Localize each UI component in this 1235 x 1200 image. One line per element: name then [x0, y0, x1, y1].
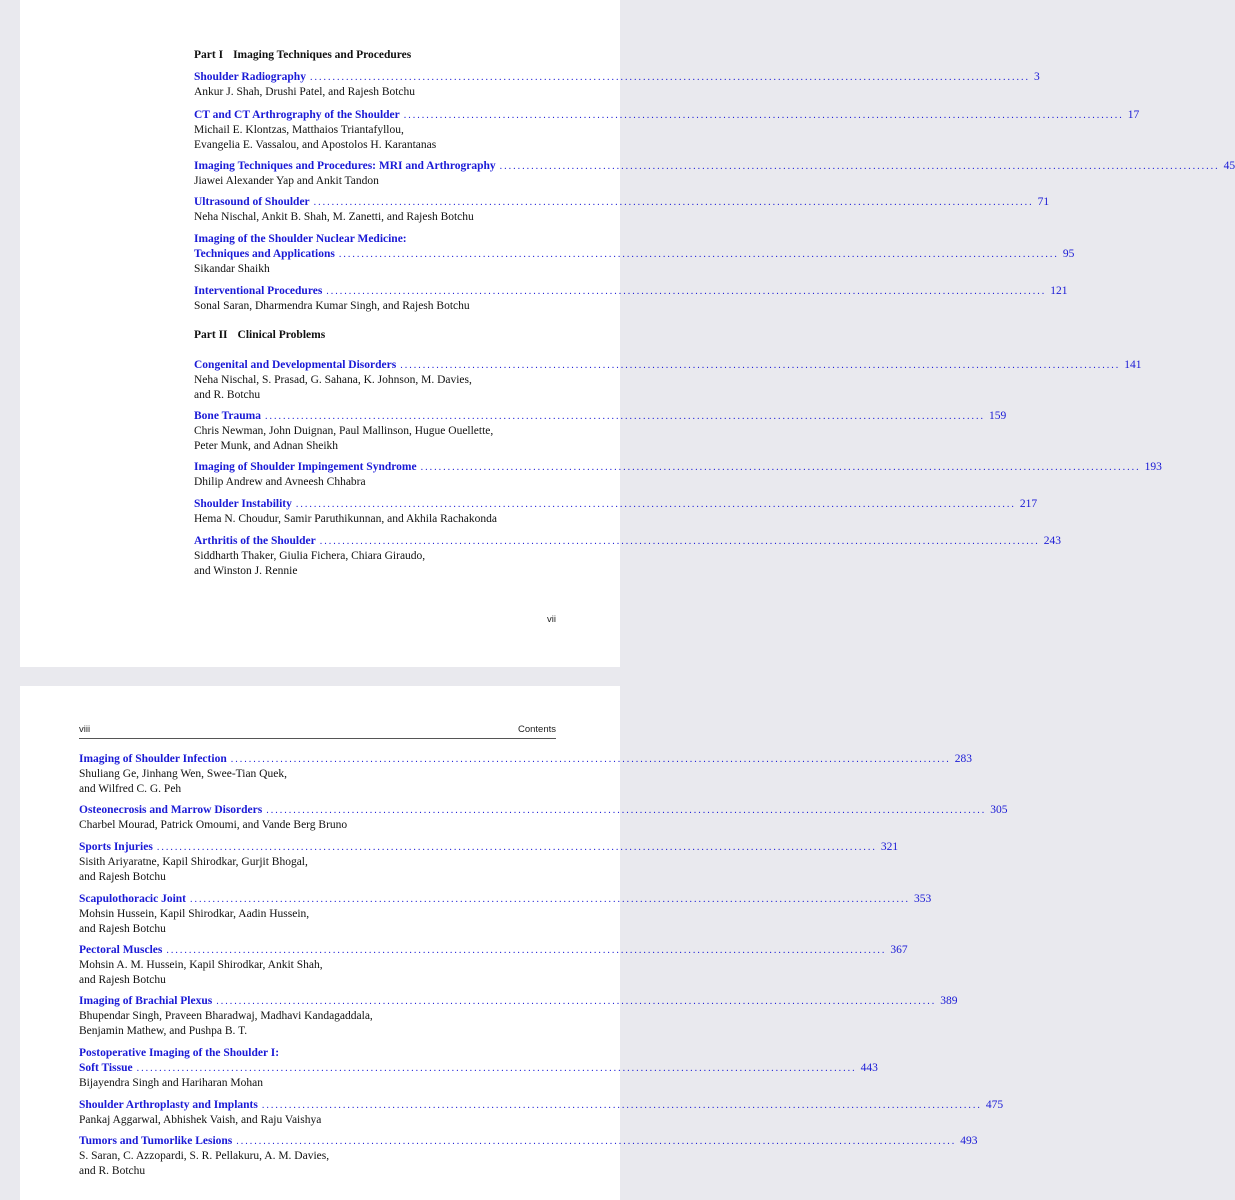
- leader-dots: ................................................................................................................................................................: [420, 462, 1141, 473]
- chapter-authors: and Rajesh Botchu: [79, 923, 166, 935]
- chapter-authors: and Rajesh Botchu: [79, 974, 166, 986]
- toc-entry[interactable]: [194, 159, 1235, 189]
- chapter-title[interactable]: Techniques and Applications: [194, 248, 335, 260]
- chapter-title[interactable]: Bone Trauma: [194, 410, 261, 422]
- chapter-title[interactable]: Tumors and Tumorlike Lesions: [79, 1135, 233, 1147]
- toc-entry[interactable]: [79, 1098, 1004, 1128]
- toc-entry[interactable]: [194, 108, 1140, 153]
- chapter-title[interactable]: Pectoral Muscles: [79, 944, 163, 956]
- leader-dots: ................................................................................................................................................................: [156, 842, 877, 853]
- chapter-authors: Benjamin Mathew, and Pushpa B. T.: [79, 1025, 248, 1037]
- chapter-title[interactable]: Scapulothoracic Joint: [79, 893, 187, 905]
- chapter-authors: Neha Nischal, S. Prasad, G. Sahana, K. Johnson, M. Davies,: [194, 374, 472, 386]
- toc-entry[interactable]: [194, 284, 1068, 314]
- part-title: Clinical Problems: [237, 329, 326, 341]
- part-number: Part II: [194, 329, 228, 341]
- leader-dots: ................................................................................................................................................................: [319, 536, 1040, 547]
- chapter-title[interactable]: Arthritis of the Shoulder: [194, 535, 316, 547]
- toc-entry[interactable]: [79, 994, 958, 1039]
- toc-entry[interactable]: [194, 409, 1007, 454]
- chapter-authors: Chris Newman, John Duignan, Paul Mallinson, Hugue Ouellette,: [194, 425, 494, 437]
- chapter-title[interactable]: Imaging of Brachial Plexus: [79, 995, 213, 1007]
- chapter-authors: Sonal Saran, Dharmendra Kumar Singh, and Rajesh Botchu: [194, 300, 470, 312]
- contents-page-vii: [20, 0, 1235, 667]
- chapter-authors: Charbel Mourad, Patrick Omoumi, and Vande Berg Bruno: [79, 819, 348, 831]
- page-number[interactable]: 493: [960, 1135, 978, 1147]
- page-number[interactable]: 389: [940, 995, 958, 1007]
- chapter-authors: and Rajesh Botchu: [79, 871, 166, 883]
- page-number[interactable]: 443: [860, 1062, 878, 1074]
- leader-dots: ................................................................................................................................................................: [295, 499, 1016, 510]
- leader-dots: ................................................................................................................................................................: [499, 161, 1220, 172]
- page-number[interactable]: 141: [1124, 359, 1142, 371]
- part-number: Part I: [194, 49, 224, 61]
- toc-entry[interactable]: [79, 892, 932, 937]
- page-number[interactable]: 3: [1033, 71, 1040, 83]
- leader-dots: ................................................................................................................................................................: [264, 411, 985, 422]
- page-number[interactable]: 305: [990, 804, 1008, 816]
- chapter-title[interactable]: Imaging Techniques and Procedures: MRI and Arthrography: [194, 160, 496, 172]
- leader-dots: ................................................................................................................................................................: [309, 72, 1030, 83]
- leader-dots: ................................................................................................................................................................: [230, 754, 951, 765]
- leader-dots: ................................................................................................................................................................: [136, 1063, 857, 1074]
- page-number[interactable]: 475: [985, 1099, 1004, 1111]
- chapter-authors: Mohsin Hussein, Kapil Shirodkar, Aadin Hussein,: [79, 908, 310, 920]
- chapter-authors: Michail E. Klontzas, Matthaios Triantafyllou,: [194, 124, 404, 136]
- chapter-authors: Shuliang Ge, Jinhang Wen, Swee-Tian Quek,: [79, 768, 287, 780]
- chapter-authors: Evangelia E. Vassalou, and Apostolos H. Karantanas: [194, 139, 437, 151]
- chapter-authors: and Winston J. Rennie: [194, 565, 298, 577]
- chapter-authors: Hema N. Choudur, Samir Paruthikunnan, and Akhila Rachakonda: [194, 513, 497, 525]
- chapter-authors: Ankur J. Shah, Drushi Patel, and Rajesh Botchu: [194, 86, 416, 98]
- toc-entry[interactable]: [194, 460, 1162, 490]
- header-rule: [79, 738, 556, 739]
- page-number[interactable]: 353: [914, 893, 932, 905]
- leader-dots: ................................................................................................................................................................: [166, 945, 887, 956]
- toc-entry[interactable]: [194, 195, 1050, 225]
- leader-dots: ................................................................................................................................................................: [326, 286, 1047, 297]
- toc-entry[interactable]: [79, 840, 899, 885]
- page-folio: vii: [547, 614, 556, 625]
- chapter-authors: and R. Botchu: [79, 1165, 146, 1177]
- chapter-authors: Neha Nischal, Ankit B. Shah, M. Zanetti, and Rajesh Botchu: [194, 211, 474, 223]
- page-folio: viii: [79, 724, 91, 735]
- leader-dots: ................................................................................................................................................................: [216, 996, 937, 1007]
- leader-dots: ................................................................................................................................................................: [261, 1100, 982, 1111]
- chapter-title[interactable]: Osteonecrosis and Marrow Disorders: [79, 804, 263, 816]
- page-number[interactable]: 321: [880, 841, 899, 853]
- toc-entry[interactable]: [194, 70, 1040, 100]
- chapter-authors: Peter Munk, and Adnan Sheikh: [194, 440, 339, 452]
- chapter-authors: Sisith Ariyaratne, Kapil Shirodkar, Gurjit Bhogal,: [79, 856, 308, 868]
- page-number[interactable]: 45: [1223, 160, 1235, 172]
- page-number[interactable]: 71: [1037, 196, 1050, 208]
- running-header: Contents: [517, 724, 556, 735]
- chapter-title[interactable]: CT and CT Arthrography of the Shoulder: [194, 109, 400, 121]
- chapter-title[interactable]: Shoulder Instability: [194, 498, 292, 510]
- page-number[interactable]: 217: [1019, 498, 1038, 510]
- toc-entry[interactable]: [79, 803, 1008, 833]
- leader-dots: ................................................................................................................................................................: [338, 249, 1059, 260]
- toc-entry[interactable]: [194, 358, 1142, 403]
- chapter-authors: Bijayendra Singh and Hariharan Mohan: [79, 1077, 263, 1089]
- part-title: Imaging Techniques and Procedures: [233, 49, 412, 61]
- contents-page-viii: [20, 686, 1008, 1200]
- page-number[interactable]: 95: [1062, 248, 1075, 260]
- page-number[interactable]: 193: [1144, 461, 1162, 473]
- chapter-title[interactable]: Soft Tissue: [79, 1062, 133, 1074]
- toc-entry[interactable]: [79, 1134, 978, 1179]
- part-heading-2: [194, 329, 325, 341]
- page-number[interactable]: 243: [1043, 535, 1061, 547]
- chapter-authors: Siddharth Thaker, Giulia Fichera, Chiara Giraudo,: [194, 550, 426, 562]
- chapter-title[interactable]: Shoulder Arthroplasty and Implants: [79, 1099, 258, 1111]
- toc-entry[interactable]: [79, 1046, 878, 1091]
- leader-dots: ................................................................................................................................................................: [400, 360, 1121, 371]
- page-number[interactable]: 121: [1050, 285, 1068, 297]
- leader-dots: ................................................................................................................................................................: [236, 1136, 957, 1147]
- part-heading-1: [194, 49, 411, 61]
- chapter-authors: Sikandar Shaikh: [194, 263, 270, 275]
- chapter-title[interactable]: Congenital and Developmental Disorders: [194, 359, 397, 371]
- chapter-title-line1[interactable]: Imaging of the Shoulder Nuclear Medicine:: [194, 233, 407, 245]
- chapter-authors: S. Saran, C. Azzopardi, S. R. Pellakuru, A. M. Davies,: [79, 1150, 330, 1162]
- chapter-authors: and R. Botchu: [194, 389, 261, 401]
- page-number[interactable]: 17: [1127, 109, 1140, 121]
- toc-entry[interactable]: [194, 232, 1075, 277]
- chapter-title-line1[interactable]: Postoperative Imaging of the Shoulder I:: [79, 1047, 280, 1059]
- chapter-authors: Dhilip Andrew and Avneesh Chhabra: [194, 476, 366, 488]
- toc-entry[interactable]: [194, 534, 1061, 579]
- chapter-authors: Pankaj Aggarwal, Abhishek Vaish, and Raju Vaishya: [79, 1114, 322, 1126]
- toc-entry[interactable]: [194, 497, 1038, 527]
- chapter-title[interactable]: Interventional Procedures: [194, 285, 323, 297]
- page-number[interactable]: 283: [954, 753, 972, 765]
- chapter-title[interactable]: Imaging of Shoulder Infection: [79, 753, 227, 765]
- leader-dots: ................................................................................................................................................................: [190, 894, 911, 905]
- chapter-authors: and Wilfred C. G. Peh: [79, 783, 182, 795]
- leader-dots: ................................................................................................................................................................: [266, 805, 987, 816]
- toc-entry[interactable]: [79, 943, 908, 988]
- page-number[interactable]: 159: [988, 410, 1007, 422]
- chapter-title[interactable]: Ultrasound of Shoulder: [194, 196, 310, 208]
- chapter-authors: Bhupendar Singh, Praveen Bharadwaj, Madhavi Kandagaddala,: [79, 1010, 373, 1022]
- chapter-title[interactable]: Shoulder Radiography: [194, 71, 306, 83]
- chapter-title[interactable]: Sports Injuries: [79, 841, 153, 853]
- leader-dots: ................................................................................................................................................................: [313, 197, 1034, 208]
- chapter-authors: Jiawei Alexander Yap and Ankit Tandon: [194, 175, 379, 187]
- leader-dots: ................................................................................................................................................................: [403, 110, 1124, 121]
- chapter-authors: Mohsin A. M. Hussein, Kapil Shirodkar, Ankit Shah,: [79, 959, 323, 971]
- page-number[interactable]: 367: [890, 944, 908, 956]
- chapter-title[interactable]: Imaging of Shoulder Impingement Syndrome: [194, 461, 417, 473]
- toc-entry[interactable]: [79, 752, 972, 797]
